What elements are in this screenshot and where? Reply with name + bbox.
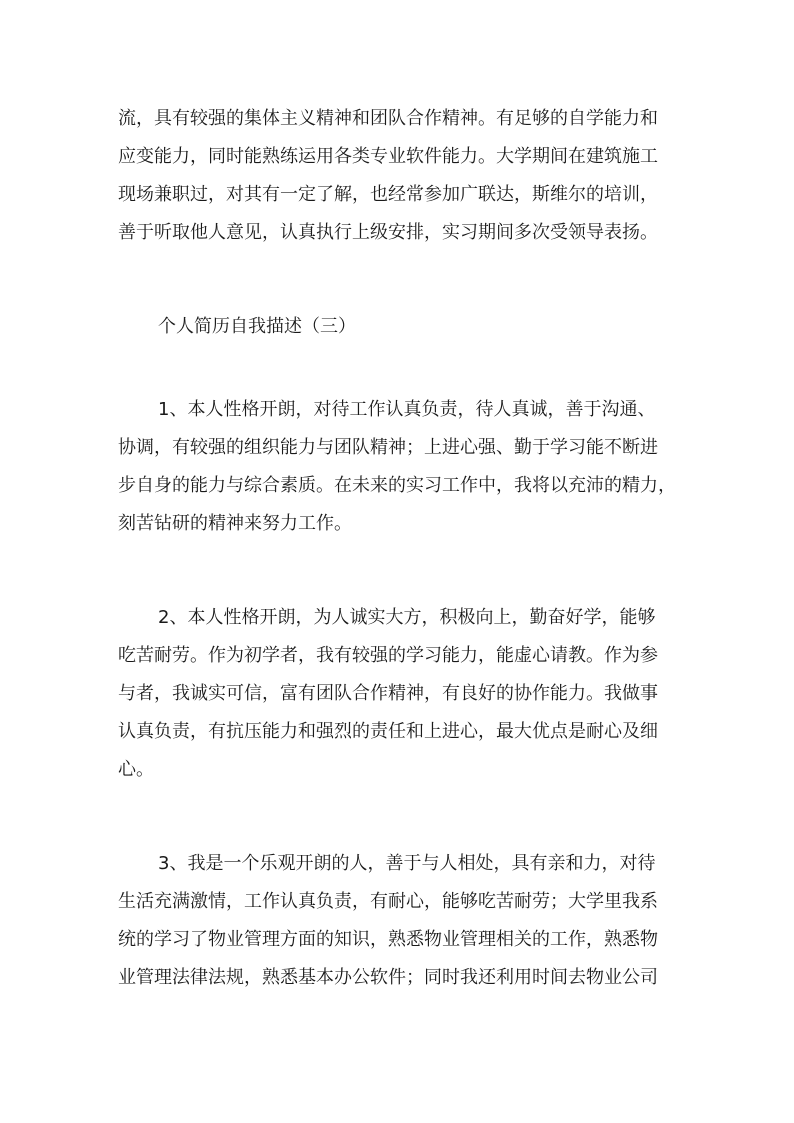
paragraph-4-line-1: 3、我是一个乐观开朗的人，善于与人相处，具有亲和力，对待 (158, 853, 656, 874)
paragraph-1-line-1: 流，具有较强的集体主义精神和团队合作精神。有足够的自学能力和 (118, 108, 658, 129)
paragraph-4-line-2: 生活充满激情，工作认真负责，有耐心，能够吃苦耐劳；大学里我系 (118, 891, 658, 912)
paragraph-1-line-3: 现场兼职过，对其有一定了解，也经常参加广联达，斯维尔的培训， (118, 184, 658, 205)
paragraph-4-line-3: 统的学习了物业管理方面的知识，熟悉物业管理相关的工作，熟悉物 (118, 929, 658, 950)
paragraph-3-line-5: 心。 (118, 759, 154, 780)
paragraph-2-line-4: 刻苦钻研的精神来努力工作。 (118, 513, 352, 534)
paragraph-3-line-3: 与者，我诚实可信，富有团队合作精神，有良好的协作能力。我做事 (118, 683, 658, 704)
paragraph-2-line-2: 协调，有较强的组织能力与团队精神；上进心强、勤于学习能不断进 (118, 437, 658, 458)
paragraph-1-line-4: 善于听取他人意见，认真执行上级安排，实习期间多次受领导表扬。 (118, 222, 658, 243)
section-heading: 个人简历自我描述（三） (158, 316, 356, 337)
paragraph-3-line-4: 认真负责，有抗压能力和强烈的责任和上进心，最大优点是耐心及细 (118, 721, 658, 742)
paragraph-1-line-2: 应变能力，同时能熟练运用各类专业软件能力。大学期间在建筑施工 (118, 146, 658, 167)
paragraph-3-line-1: 2、本人性格开朗，为人诚实大方，积极向上，勤奋好学，能够 (158, 607, 656, 628)
paragraph-4-line-4: 业管理法律法规，熟悉基本办公软件；同时我还利用时间去物业公司 (118, 967, 658, 988)
paragraph-3-line-2: 吃苦耐劳。作为初学者，我有较强的学习能力，能虚心请教。作为参 (118, 645, 658, 666)
paragraph-2-line-3: 步自身的能力与综合素质。在未来的实习工作中，我将以充沛的精力， (118, 475, 676, 496)
paragraph-2-line-1: 1、本人性格开朗，对待工作认真负责，待人真诚，善于沟通、 (158, 399, 656, 420)
